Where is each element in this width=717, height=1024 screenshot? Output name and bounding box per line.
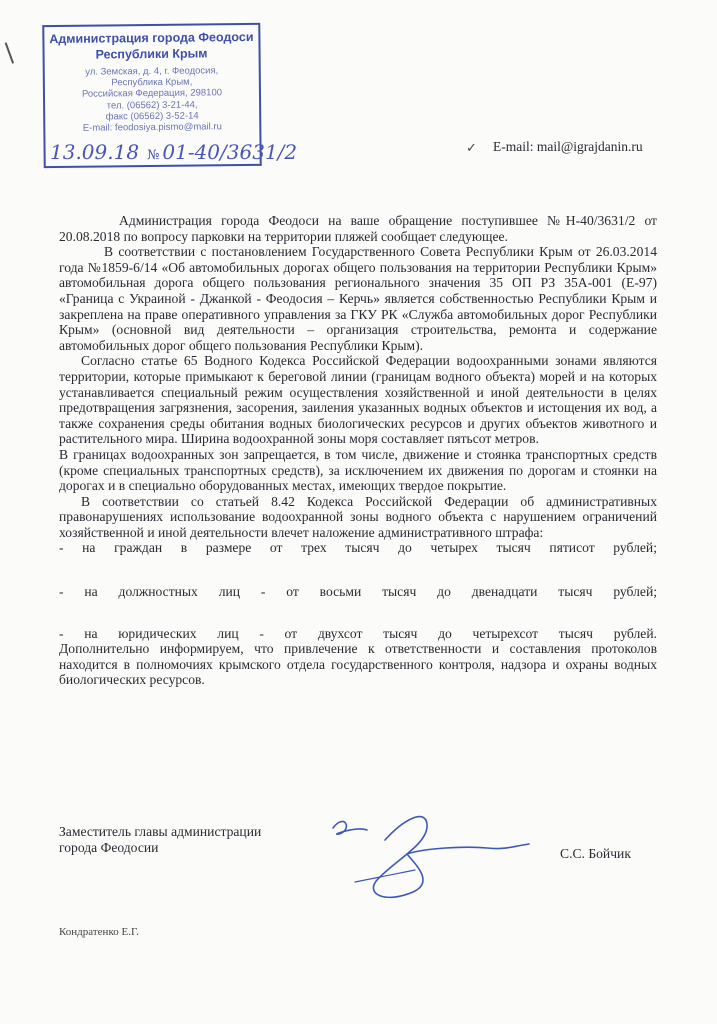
signature-position xyxy=(59,824,261,856)
stamp-org-line1: Администрация города Феодоси xyxy=(49,29,254,47)
registration-date: 13.09.18 xyxy=(50,140,140,164)
stamp-address-line: ул. Земская, д. 4, г. Феодосия, xyxy=(85,65,219,78)
registration-number-value: 01-40/3631/2 xyxy=(162,140,298,164)
position-line: города Феодосии xyxy=(59,840,159,855)
paragraph: В соответствии со статьей 8.42 Кодекса Российской Федерации об административных правонарушениях использование водоохранной зоны водного объекта с нарушением ограничений хозяйственной и иной деятельности влечет наложение административного штрафа: xyxy=(59,493,657,540)
executor-name: Кондратенко Е.Г. xyxy=(59,926,139,938)
stamp-address-line: Российская Федерация, 298100 xyxy=(81,87,223,101)
stamp-org xyxy=(44,29,258,63)
paragraph: Дополнительно информируем, что привлечение к ответственности и составления протоколов находится в полномочиях крымского отдела государственного контроля, надзора и охраны водных биологических ресурсов. xyxy=(59,641,657,688)
penalty-item: - на юридических лиц - от двухсот тысяч до четырехсот тысяч рублей. xyxy=(59,625,657,641)
letter-body xyxy=(59,213,657,688)
penalty-item: - на граждан в размере от трех тысяч до четырех тысяч пятисот рублей; xyxy=(59,540,657,556)
handwritten-signature xyxy=(315,800,555,910)
check-mark-icon: ✓ xyxy=(466,140,477,155)
penalty-item: - на должностных лиц - от восьми тысяч до двенадцати тысяч рублей; xyxy=(59,584,657,600)
paragraph: Администрация города Феодоси на ваше обращение поступившее №Н-40/3631/2 от 20.08.2018 по вопросу парковки на территории пляжей сообщает следующее. xyxy=(59,213,657,244)
paragraph: В границах водоохранных зон запрещается, в том числе, движение и стоянка транспортных средств (кроме специальных транспортных средств), за исключением их движения по дорогам и стоянки на дорогах и в специально оборудованных местах, имеющих твердое покрытие. xyxy=(59,446,657,494)
position-line: Заместитель главы администрации xyxy=(59,824,262,839)
signer-name: С.С. Бойчик xyxy=(560,846,631,861)
stamp-org-line2: Республики Крым xyxy=(95,46,208,62)
stamp-email: E-mail: feodosiya.pismo@mail.ru xyxy=(82,121,222,134)
stamp-address-line: тел. (06562) 3-21-44, xyxy=(106,99,198,112)
margin-mark xyxy=(5,38,26,63)
number-sign: № xyxy=(147,148,160,163)
stamp-address xyxy=(45,65,260,123)
stamp-address-line: факс (06562) 3-52-14 xyxy=(105,110,199,123)
registration-number xyxy=(50,136,298,168)
paragraph: Согласно статье 65 Водного Кодекса Российской Федерации водоохранными зонами являются территории, которые примыкают к береговой линии (границам водного объекта) морей и на которых устанавливается специальный режим осуществления хозяйственной и иной деятельности в целях предотвращения загрязнения, засорения, заиления указанных водных объектов и истощения их вод, а также сохранения среды обитания водных биологических ресурсов и других объектов животного и растительного мира. Ширина водоохранной зоны моря составляет пятьсот метров. xyxy=(59,353,657,447)
paragraph: В соответствии с постановлением Государственного Совета Республики Крым от 26.03.2014 года №1859-6/14 «Об автомобильных дорогах общего пользования на территории Республики Крым» автомобильная дорога общего пользования регионального значения 35 ОП РЗ 35А-001 (Е-97) «Граница с Украиной - Джанкой - Феодосия – Керчь» является собственностью Республики Крым и закреплена на праве оперативного управления за ГКУ РК «Служба автомобильных дорог Республики Крым» (основной вид деятельности – организация строительства, ремонта и содержание автомобильных дорог общего пользования Республики Крым). xyxy=(59,244,657,353)
stamp-address-line: Республика Крым, xyxy=(111,76,193,89)
recipient-email: E-mail: mail@igrajdanin.ru xyxy=(493,139,643,154)
